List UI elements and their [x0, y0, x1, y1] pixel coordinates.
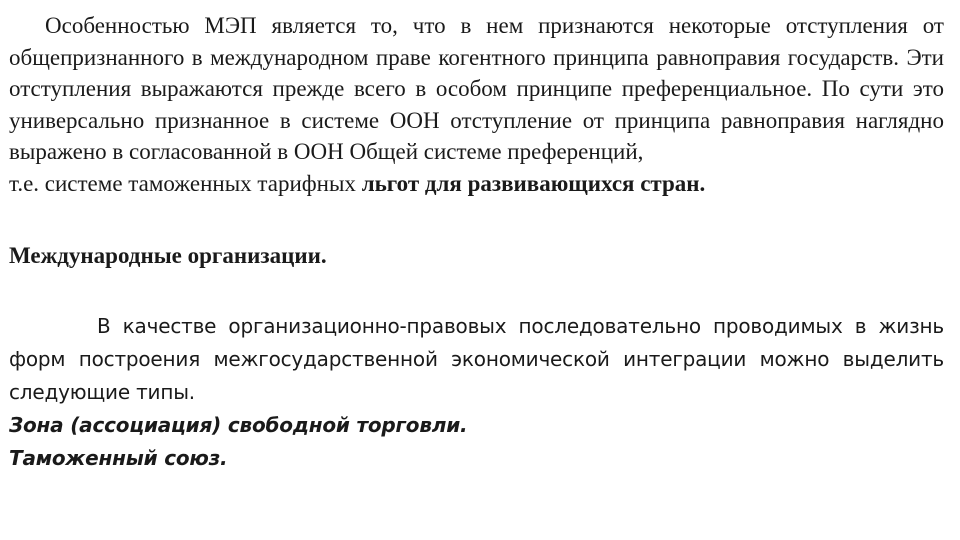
- section-heading: Международные организации.: [9, 243, 327, 268]
- paragraph-integration-text: В качестве организационно-правовых последовательно проводимых в жизнь форм построения межгосударственной экономической интеграции можно выделить следующие типы.: [9, 313, 944, 404]
- paragraph-integration-forms: [9, 310, 944, 409]
- paragraph-mep-emphasis: льгот для развивающихся стран.: [361, 170, 706, 196]
- paragraph-mep-last-line: [9, 168, 944, 200]
- paragraph-mep-features: [9, 10, 944, 199]
- integration-type-item: Таможенный союз.: [9, 445, 228, 470]
- integration-type-item: Зона (ассоциация) свободной торговли.: [9, 412, 468, 437]
- paragraph-mep-last-line-prefix: т.е. системе таможенных тарифных: [9, 170, 362, 196]
- paragraph-mep-text: Особенностью МЭП является то, что в нем признаются некоторые отступления от общепризнанного в международном праве когентного принципа равноправия государств. Эти отступления выражаются прежде всего в особом принципе преференциальное. По сути это универсально признанное в системе ООН отступление от принципа равноправия наглядно выражено в согласованной в ООН Общей системе преференций,: [9, 13, 944, 164]
